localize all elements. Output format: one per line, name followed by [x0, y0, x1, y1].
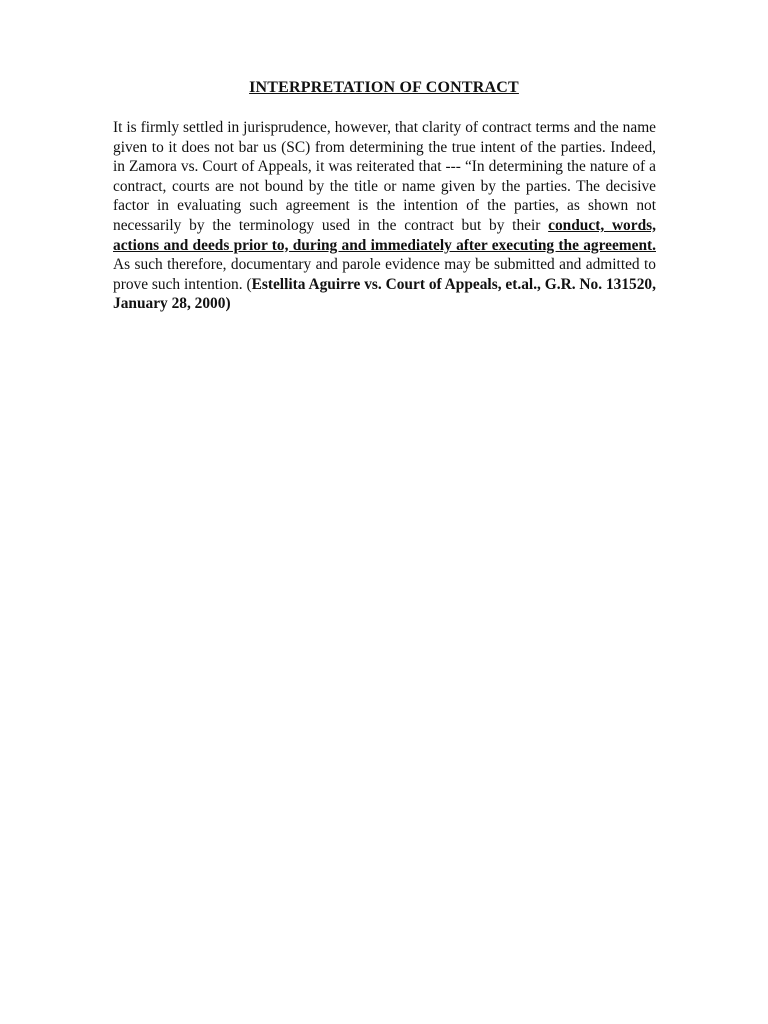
paragraph-intro-text: It is firmly settled in jurisprudence, however, that clarity of contract terms and the name given to it does not bar us (SC) from determining the true intent of the parties. Indeed, in Zamora vs. Court of Appeals, it was reiterated that --- “In determining the nature of a contract, courts are not bound by the title or name given by the parties. The decisive factor in evaluating such agreement is the intention of the parties, as shown not necessarily by the terminology used in the contract but by their: [113, 119, 656, 234]
body-paragraph: [113, 118, 656, 314]
emphasized-text: conduct, words, actions and deeds prior to, during and immediately after executing the agreement.: [113, 216, 656, 254]
document-title: INTERPRETATION OF CONTRACT: [249, 79, 519, 96]
case-citation: Estellita Aguirre vs. Court of Appeals, et.al., G.R. No. 131520, January 28, 2000): [113, 275, 656, 313]
paragraph-continuation-text: As such therefore, documentary and parole evidence may be submitted and admitted to prove such intention. (: [113, 256, 656, 293]
